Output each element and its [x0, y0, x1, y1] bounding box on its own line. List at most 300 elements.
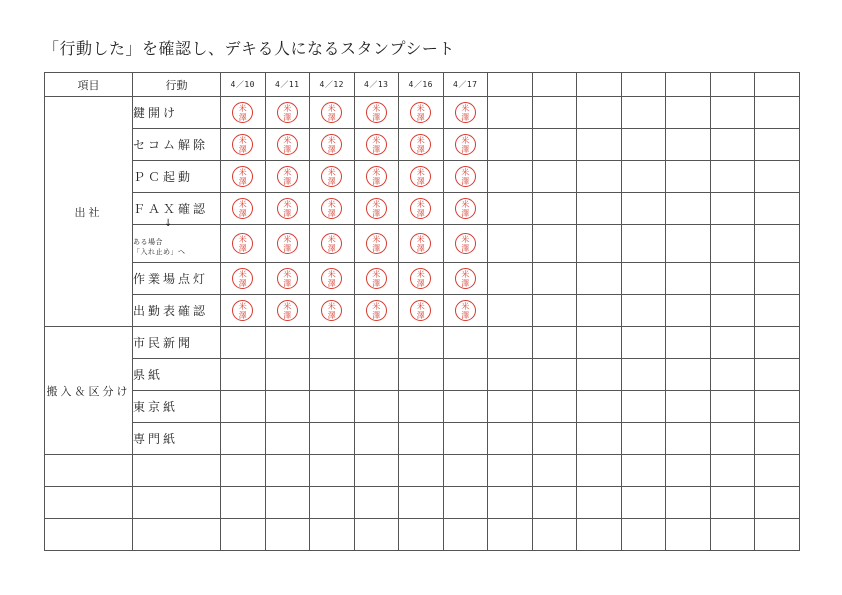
empty-cell	[710, 519, 755, 551]
stamp-cell	[399, 97, 444, 129]
stamp-top-char: 米	[283, 104, 292, 113]
stamp-bottom-char: 澤	[238, 177, 247, 186]
empty-cell	[532, 455, 577, 487]
category-cell: 出社	[45, 97, 133, 327]
header-action: 行動	[133, 73, 221, 97]
empty-cell	[755, 487, 800, 519]
stamp-bottom-char: 澤	[461, 177, 470, 186]
stamp-cell	[621, 193, 666, 225]
stamp-top-char: 米	[327, 168, 336, 177]
empty-cell	[45, 519, 133, 551]
stamp-cell	[443, 161, 488, 193]
stamp-cell	[310, 97, 355, 129]
stamp-bottom-char: 澤	[372, 244, 381, 253]
empty-cell	[488, 487, 533, 519]
stamp-top-char: 米	[372, 302, 381, 311]
stamp-cell	[399, 129, 444, 161]
stamp-bottom-char: 澤	[283, 113, 292, 122]
stamp-cell	[354, 161, 399, 193]
stamp-top-char: 米	[327, 200, 336, 209]
stamp-cell	[577, 327, 622, 359]
date-header-empty	[755, 73, 800, 97]
stamp-top-char: 米	[416, 104, 425, 113]
stamp-cell	[310, 391, 355, 423]
stamp-cell	[755, 327, 800, 359]
table-row	[45, 359, 800, 391]
stamp-cell	[710, 161, 755, 193]
empty-cell	[621, 487, 666, 519]
stamp-cell	[221, 327, 266, 359]
table-row	[45, 263, 800, 295]
date-header: 4／16	[399, 73, 444, 97]
stamp-cell	[488, 161, 533, 193]
stamp-top-char: 米	[238, 235, 247, 244]
hanko-stamp-icon	[410, 233, 431, 254]
stamp-cell	[443, 327, 488, 359]
stamp-top-char: 米	[461, 302, 470, 311]
stamp-cell	[532, 225, 577, 263]
stamp-cell	[666, 193, 711, 225]
stamp-cell	[532, 295, 577, 327]
stamp-cell	[221, 391, 266, 423]
stamp-cell	[755, 359, 800, 391]
stamp-bottom-char: 澤	[416, 279, 425, 288]
action-cell: 市民新聞	[133, 327, 221, 359]
stamp-cell	[621, 263, 666, 295]
stamp-bottom-char: 澤	[238, 244, 247, 253]
empty-cell	[621, 455, 666, 487]
stamp-cell	[399, 391, 444, 423]
stamp-cell	[265, 423, 310, 455]
hanko-stamp-icon	[410, 198, 431, 219]
stamp-cell	[221, 359, 266, 391]
action-cell: 東京紙	[133, 391, 221, 423]
action-cell: 出勤表確認	[133, 295, 221, 327]
stamp-cell	[310, 423, 355, 455]
hanko-stamp-icon	[410, 134, 431, 155]
stamp-cell	[577, 161, 622, 193]
empty-cell	[755, 519, 800, 551]
stamp-bottom-char: 澤	[327, 145, 336, 154]
stamp-cell	[310, 359, 355, 391]
stamp-cell	[265, 193, 310, 225]
hanko-stamp-icon	[455, 233, 476, 254]
stamp-cell	[310, 161, 355, 193]
stamp-top-char: 米	[461, 200, 470, 209]
stamp-cell	[710, 225, 755, 263]
hanko-stamp-icon	[366, 198, 387, 219]
stamp-top-char: 米	[327, 104, 336, 113]
stamp-bottom-char: 澤	[416, 244, 425, 253]
stamp-cell	[532, 129, 577, 161]
hanko-stamp-icon	[455, 300, 476, 321]
hanko-stamp-icon	[277, 166, 298, 187]
stamp-cell	[443, 391, 488, 423]
empty-cell	[621, 519, 666, 551]
stamp-cell	[621, 359, 666, 391]
stamp-cell	[666, 359, 711, 391]
empty-cell	[710, 455, 755, 487]
empty-cell	[577, 519, 622, 551]
stamp-cell	[577, 391, 622, 423]
stamp-bottom-char: 澤	[327, 113, 336, 122]
stamp-top-char: 米	[416, 270, 425, 279]
action-note-cell	[133, 218, 221, 263]
stamp-cell	[443, 295, 488, 327]
stamp-top-char: 米	[461, 270, 470, 279]
stamp-cell	[443, 193, 488, 225]
hanko-stamp-icon	[366, 233, 387, 254]
stamp-cell	[666, 423, 711, 455]
empty-cell	[310, 519, 355, 551]
stamp-bottom-char: 澤	[238, 113, 247, 122]
stamp-cell	[755, 225, 800, 263]
empty-cell	[265, 519, 310, 551]
stamp-cell	[265, 97, 310, 129]
table-row	[45, 193, 800, 225]
stamp-bottom-char: 澤	[238, 145, 247, 154]
action-cell: ＦＡＸ確認	[133, 193, 221, 225]
stamp-cell	[265, 295, 310, 327]
date-header-empty	[488, 73, 533, 97]
stamp-cell	[666, 225, 711, 263]
hanko-stamp-icon	[455, 166, 476, 187]
stamp-bottom-char: 澤	[283, 145, 292, 154]
action-cell: 県紙	[133, 359, 221, 391]
empty-cell	[577, 487, 622, 519]
stamp-bottom-char: 澤	[283, 311, 292, 320]
stamp-cell	[710, 295, 755, 327]
stamp-cell	[755, 193, 800, 225]
stamp-cell	[265, 129, 310, 161]
hanko-stamp-icon	[232, 198, 253, 219]
empty-row	[45, 455, 800, 487]
date-header-empty	[621, 73, 666, 97]
stamp-bottom-char: 澤	[372, 311, 381, 320]
empty-cell	[133, 455, 221, 487]
stamp-cell	[310, 193, 355, 225]
hanko-stamp-icon	[277, 233, 298, 254]
hanko-stamp-icon	[277, 268, 298, 289]
stamp-cell	[532, 391, 577, 423]
hanko-stamp-icon	[321, 233, 342, 254]
stamp-cell	[532, 359, 577, 391]
stamp-cell	[221, 129, 266, 161]
stamp-cell	[354, 359, 399, 391]
stamp-top-char: 米	[283, 302, 292, 311]
empty-cell	[221, 487, 266, 519]
empty-cell	[221, 519, 266, 551]
hanko-stamp-icon	[321, 134, 342, 155]
stamp-top-char: 米	[416, 200, 425, 209]
stamp-cell	[577, 295, 622, 327]
date-header: 4／17	[443, 73, 488, 97]
stamp-bottom-char: 澤	[372, 177, 381, 186]
hanko-stamp-icon	[366, 166, 387, 187]
stamp-cell	[621, 161, 666, 193]
stamp-bottom-char: 澤	[327, 177, 336, 186]
empty-cell	[265, 487, 310, 519]
stamp-top-char: 米	[461, 168, 470, 177]
stamp-cell	[221, 193, 266, 225]
stamp-cell	[532, 327, 577, 359]
hanko-stamp-icon	[277, 134, 298, 155]
stamp-cell	[577, 263, 622, 295]
stamp-cell	[488, 327, 533, 359]
stamp-cell	[488, 193, 533, 225]
stamp-top-char: 米	[283, 270, 292, 279]
hanko-stamp-icon	[366, 268, 387, 289]
stamp-cell	[221, 263, 266, 295]
stamp-cell	[354, 295, 399, 327]
hanko-stamp-icon	[455, 268, 476, 289]
stamp-top-char: 米	[327, 235, 336, 244]
action-cell: 作業場点灯	[133, 263, 221, 295]
stamp-cell	[666, 391, 711, 423]
stamp-cell	[666, 97, 711, 129]
stamp-cell	[621, 129, 666, 161]
stamp-bottom-char: 澤	[461, 209, 470, 218]
stamp-bottom-char: 澤	[416, 145, 425, 154]
stamp-cell	[755, 295, 800, 327]
stamp-cell	[354, 225, 399, 263]
empty-cell	[310, 455, 355, 487]
stamp-bottom-char: 澤	[283, 244, 292, 253]
stamp-cell	[310, 225, 355, 263]
hanko-stamp-icon	[410, 166, 431, 187]
hanko-stamp-icon	[410, 300, 431, 321]
empty-cell	[399, 519, 444, 551]
stamp-cell	[443, 225, 488, 263]
stamp-cell	[488, 225, 533, 263]
table-row	[45, 423, 800, 455]
stamp-top-char: 米	[283, 168, 292, 177]
stamp-bottom-char: 澤	[283, 279, 292, 288]
stamp-bottom-char: 澤	[238, 311, 247, 320]
action-cell: ＰＣ起動	[133, 161, 221, 193]
stamp-cell	[710, 263, 755, 295]
stamp-cell	[221, 423, 266, 455]
header-row	[45, 73, 800, 97]
stamp-cell	[443, 263, 488, 295]
hanko-stamp-icon	[366, 300, 387, 321]
empty-row	[45, 519, 800, 551]
stamp-top-char: 米	[327, 302, 336, 311]
empty-cell	[443, 487, 488, 519]
stamp-cell	[265, 263, 310, 295]
stamp-cell	[354, 97, 399, 129]
stamp-top-char: 米	[327, 136, 336, 145]
stamp-top-char: 米	[416, 136, 425, 145]
stamp-bottom-char: 澤	[416, 177, 425, 186]
stamp-top-char: 米	[283, 235, 292, 244]
hanko-stamp-icon	[232, 268, 253, 289]
stamp-cell	[399, 359, 444, 391]
stamp-cell	[621, 97, 666, 129]
empty-cell	[488, 519, 533, 551]
empty-cell	[755, 455, 800, 487]
stamp-cell	[399, 327, 444, 359]
stamp-cell	[265, 327, 310, 359]
stamp-cell	[221, 295, 266, 327]
stamp-cell	[532, 423, 577, 455]
stamp-bottom-char: 澤	[238, 209, 247, 218]
stamp-cell	[265, 391, 310, 423]
arrow-down-icon: ↓	[164, 218, 173, 229]
stamp-cell	[399, 263, 444, 295]
stamp-cell	[532, 161, 577, 193]
hanko-stamp-icon	[455, 134, 476, 155]
empty-cell	[488, 455, 533, 487]
table-row	[45, 327, 800, 359]
stamp-cell	[621, 391, 666, 423]
stamp-cell	[310, 295, 355, 327]
stamp-cell	[443, 97, 488, 129]
stamp-top-char: 米	[372, 136, 381, 145]
stamp-cell	[532, 193, 577, 225]
empty-cell	[265, 455, 310, 487]
stamp-cell	[755, 97, 800, 129]
table-row	[45, 129, 800, 161]
empty-cell	[666, 487, 711, 519]
stamp-top-char: 米	[238, 200, 247, 209]
empty-cell	[354, 519, 399, 551]
empty-cell	[443, 455, 488, 487]
empty-cell	[310, 487, 355, 519]
stamp-sheet-table	[44, 72, 800, 551]
stamp-bottom-char: 澤	[372, 279, 381, 288]
stamp-bottom-char: 澤	[327, 279, 336, 288]
empty-cell	[221, 455, 266, 487]
hanko-stamp-icon	[321, 102, 342, 123]
stamp-cell	[488, 129, 533, 161]
stamp-cell	[666, 263, 711, 295]
stamp-cell	[443, 129, 488, 161]
hanko-stamp-icon	[410, 102, 431, 123]
date-header-empty	[666, 73, 711, 97]
date-header: 4／13	[354, 73, 399, 97]
stamp-cell	[310, 129, 355, 161]
action-cell: 鍵開け	[133, 97, 221, 129]
action-cell: 専門紙	[133, 423, 221, 455]
stamp-cell	[755, 129, 800, 161]
hanko-stamp-icon	[410, 268, 431, 289]
stamp-cell	[577, 225, 622, 263]
stamp-cell	[399, 193, 444, 225]
table-row	[45, 295, 800, 327]
stamp-cell	[710, 359, 755, 391]
stamp-cell	[666, 295, 711, 327]
stamp-bottom-char: 澤	[372, 145, 381, 154]
stamp-top-char: 米	[283, 200, 292, 209]
stamp-cell	[710, 193, 755, 225]
date-header-empty	[577, 73, 622, 97]
hanko-stamp-icon	[455, 198, 476, 219]
stamp-cell	[310, 263, 355, 295]
hanko-stamp-icon	[232, 134, 253, 155]
stamp-cell	[221, 97, 266, 129]
hanko-stamp-icon	[366, 102, 387, 123]
stamp-bottom-char: 澤	[461, 244, 470, 253]
stamp-cell	[265, 225, 310, 263]
empty-cell	[666, 455, 711, 487]
hanko-stamp-icon	[277, 300, 298, 321]
stamp-cell	[621, 423, 666, 455]
stamp-cell	[399, 161, 444, 193]
hanko-stamp-icon	[321, 166, 342, 187]
stamp-top-char: 米	[238, 168, 247, 177]
stamp-bottom-char: 澤	[416, 311, 425, 320]
stamp-bottom-char: 澤	[283, 209, 292, 218]
stamp-bottom-char: 澤	[283, 177, 292, 186]
stamp-cell	[354, 263, 399, 295]
stamp-bottom-char: 澤	[461, 145, 470, 154]
empty-cell	[443, 519, 488, 551]
stamp-cell	[621, 327, 666, 359]
stamp-cell	[354, 193, 399, 225]
stamp-cell	[710, 129, 755, 161]
stamp-top-char: 米	[416, 302, 425, 311]
stamp-top-char: 米	[461, 235, 470, 244]
stamp-top-char: 米	[461, 104, 470, 113]
stamp-top-char: 米	[238, 104, 247, 113]
table-row	[45, 161, 800, 193]
stamp-cell	[354, 423, 399, 455]
table-row	[45, 97, 800, 129]
stamp-bottom-char: 澤	[461, 279, 470, 288]
date-header: 4／10	[221, 73, 266, 97]
stamp-top-char: 米	[327, 270, 336, 279]
stamp-bottom-char: 澤	[461, 113, 470, 122]
stamp-cell	[265, 359, 310, 391]
hanko-stamp-icon	[277, 102, 298, 123]
stamp-cell	[488, 391, 533, 423]
stamp-top-char: 米	[283, 136, 292, 145]
stamp-top-char: 米	[238, 302, 247, 311]
stamp-cell	[577, 129, 622, 161]
hanko-stamp-icon	[321, 268, 342, 289]
header-item: 項目	[45, 73, 133, 97]
stamp-bottom-char: 澤	[372, 209, 381, 218]
stamp-cell	[577, 423, 622, 455]
stamp-cell	[488, 97, 533, 129]
stamp-top-char: 米	[372, 200, 381, 209]
stamp-top-char: 米	[238, 136, 247, 145]
stamp-cell	[532, 97, 577, 129]
stamp-top-char: 米	[238, 270, 247, 279]
stamp-cell	[577, 359, 622, 391]
stamp-top-char: 米	[416, 168, 425, 177]
stamp-cell	[310, 327, 355, 359]
stamp-cell	[710, 423, 755, 455]
hanko-stamp-icon	[366, 134, 387, 155]
stamp-cell	[710, 391, 755, 423]
hanko-stamp-icon	[455, 102, 476, 123]
empty-row	[45, 487, 800, 519]
empty-cell	[577, 455, 622, 487]
empty-cell	[45, 487, 133, 519]
stamp-cell	[265, 161, 310, 193]
stamp-cell	[399, 295, 444, 327]
stamp-cell	[399, 423, 444, 455]
stamp-cell	[532, 263, 577, 295]
stamp-cell	[621, 225, 666, 263]
hanko-stamp-icon	[321, 300, 342, 321]
stamp-top-char: 米	[372, 270, 381, 279]
empty-cell	[532, 487, 577, 519]
hanko-stamp-icon	[232, 102, 253, 123]
stamp-bottom-char: 澤	[372, 113, 381, 122]
